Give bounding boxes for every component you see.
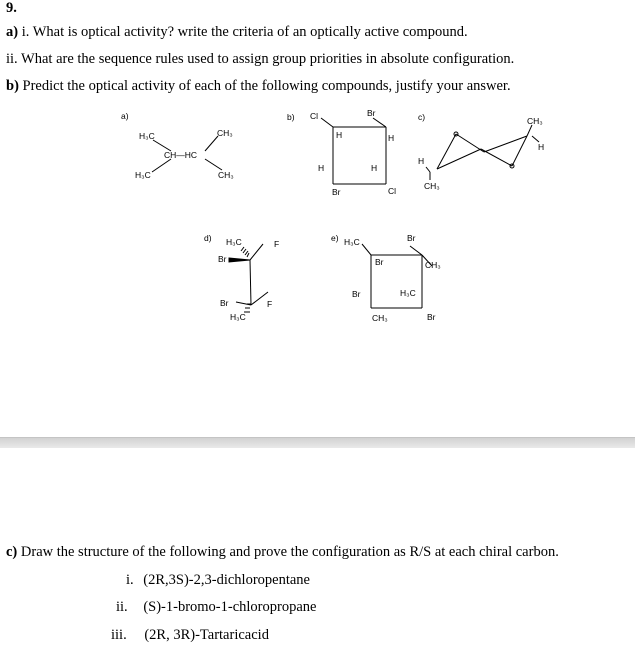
- d-f-bottom: F: [267, 299, 273, 309]
- e-ch3-inner: CH₃: [425, 260, 441, 270]
- c-item-1: [126, 572, 310, 589]
- d-h3c-top: H₃C: [226, 237, 242, 247]
- b-cl-top: Cl: [310, 111, 319, 121]
- e-ch3-bottom: CH₃: [372, 313, 388, 323]
- part-c-line: [6, 544, 559, 561]
- b-h-2: H: [388, 133, 395, 143]
- e-br-top: Br: [407, 233, 416, 243]
- c-item-2-num: ii.: [116, 599, 128, 615]
- part-b-text: Predict the optical activity of each of the following compounds, justify your answer.: [22, 78, 511, 94]
- structure-d-label: d): [204, 233, 212, 243]
- c-ch3-top: CH₃: [527, 116, 543, 126]
- c-item-3: [111, 627, 269, 644]
- part-a-ii-text: ii. What are the sequence rules used to assign group priorities in absolute configuration.: [6, 51, 515, 67]
- c-item-3-num: iii.: [111, 627, 127, 643]
- b-br-top: Br: [367, 108, 376, 118]
- d-h3c-bottom: H₃C: [230, 312, 246, 322]
- a-center: CH—HC: [164, 150, 198, 160]
- a-h3c-top: H₃C: [139, 131, 155, 141]
- e-br-bottom: Br: [427, 312, 436, 322]
- structure-a-label: a): [121, 111, 129, 121]
- e-br-left: Br: [352, 289, 361, 299]
- b-br-bottom: Br: [332, 187, 341, 197]
- b-h-3: H: [318, 163, 325, 173]
- b-cl-bottom: Cl: [388, 186, 397, 196]
- c-h-left: H: [418, 156, 425, 166]
- c-item-2-text: (S)-1-bromo-1-chloropropane: [143, 599, 317, 615]
- structure-b-label: b): [287, 112, 295, 122]
- page-divider: [0, 437, 635, 448]
- e-h3c: H₃C: [344, 237, 360, 247]
- part-c-label: c): [6, 544, 18, 560]
- c-item-3-text: (2R, 3R)-Tartaricacid: [144, 627, 269, 643]
- c-item-1-text: (2R,3S)-2,3-dichloropentane: [143, 572, 310, 588]
- part-b-label: b): [6, 78, 19, 94]
- c-h-right: H: [538, 142, 545, 152]
- c-item-1-num: i.: [126, 572, 134, 588]
- c-item-2: [116, 599, 316, 616]
- wedge-bond: [229, 258, 250, 262]
- d-br-top: Br: [218, 254, 227, 264]
- e-br-inner: Br: [375, 257, 384, 267]
- part-a-i-text: i. What is optical activity? write the criteria of an optically active compound.: [21, 24, 468, 40]
- a-ch3-bottom: CH₃: [218, 170, 234, 180]
- structure-c-label: c): [418, 112, 426, 122]
- part-a-label: a): [6, 24, 19, 40]
- a-h3c-bottom: H₃C: [135, 170, 151, 180]
- d-br-bottom: Br: [220, 298, 229, 308]
- c-ch3-bottom: CH₃: [424, 181, 440, 191]
- b-h-4: H: [371, 163, 378, 173]
- a-ch3-top: CH₃: [217, 128, 233, 138]
- e-h3c-inner: H₃C: [400, 288, 416, 298]
- part-c-text: Draw the structure of the following and prove the configuration as R/S at each chiral carbon.: [20, 544, 559, 560]
- d-f-top: F: [274, 239, 280, 249]
- question-number: 9.: [6, 0, 17, 16]
- structure-e-label: e): [331, 233, 339, 243]
- b-h-1: H: [336, 130, 343, 140]
